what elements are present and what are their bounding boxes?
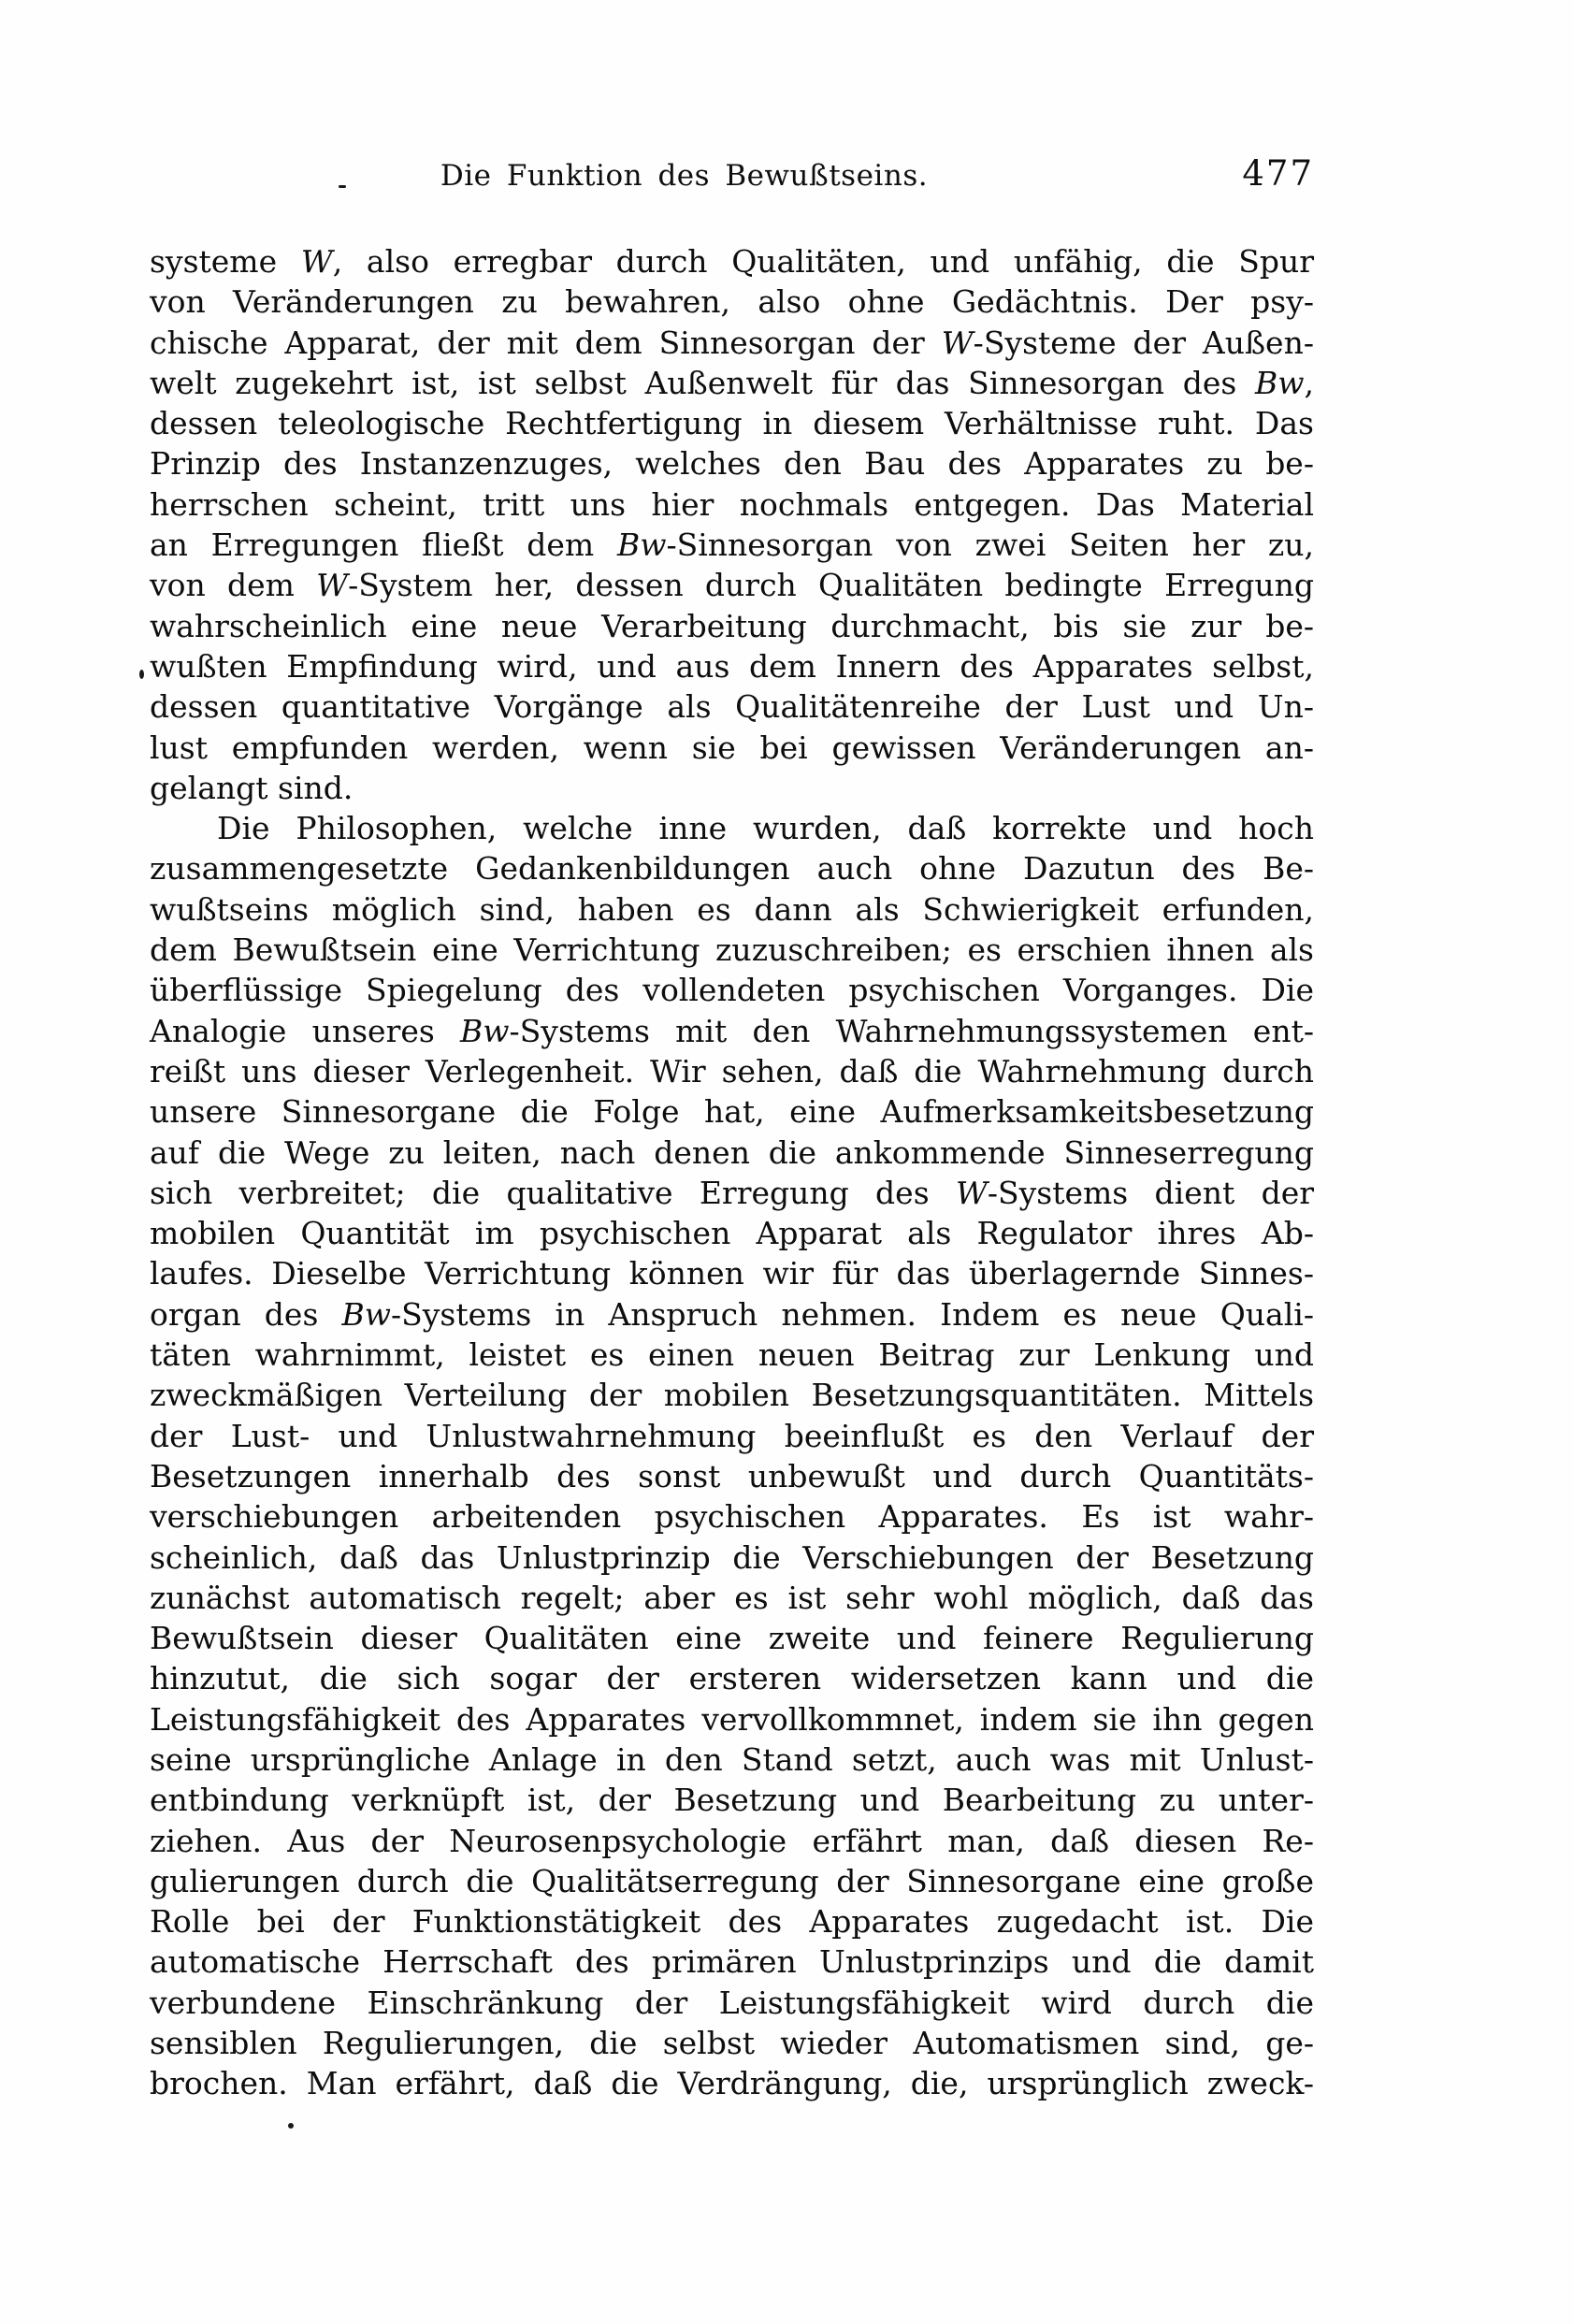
italic-term: Bw: [616, 527, 667, 564]
text-segment: dessen teleologische Rechtfertigung in diesem Verhältnisse ruht. Das: [150, 405, 1314, 442]
text-segment: automatische Herrschaft des primären Unlustprinzips und die damit: [150, 1943, 1314, 1981]
text-line: [150, 1537, 1314, 1578]
text-line: [150, 363, 1314, 403]
text-segment: Bewußtsein dieser Qualitäten eine zweite und feinere Regulierung: [150, 1620, 1314, 1657]
italic-term: W: [941, 324, 974, 361]
text-segment: an Erregungen fließt dem: [150, 527, 617, 564]
text-segment: -Sinnesorgan von zwei Seiten her zu,: [666, 527, 1314, 564]
page-body: [150, 241, 1314, 2104]
text-segment: laufes. Dieselbe Verrichtung können wir für das überlagernde Sinnes-: [150, 1255, 1314, 1292]
text-segment: wußten Empfindung wird, und aus dem Innern des Apparates selbst,: [150, 647, 1314, 685]
text-line: [150, 1658, 1314, 1698]
text-line: [150, 728, 1314, 768]
text-line: [150, 1416, 1314, 1456]
text-segment: seine ursprüngliche Anlage in den Stand setzt, auch was mit Unlust-: [150, 1740, 1314, 1778]
text-line: [150, 1456, 1314, 1496]
text-segment: täten wahrnimmt, leistet es einen neuen Beitrag zur Lenkung und: [150, 1336, 1314, 1374]
text-line: [150, 1739, 1314, 1780]
text-line: [150, 1901, 1314, 1941]
italic-term: Bw: [341, 1295, 392, 1333]
text-segment: lust empfunden werden, wenn sie bei gewissen Veränderungen an-: [150, 729, 1314, 766]
scan-artifact: [288, 2123, 294, 2129]
text-line: [150, 2063, 1314, 2103]
text-line: [150, 1335, 1314, 1375]
text-segment: ziehen. Aus der Neurosenpsychologie erfährt man, daß diesen Re-: [150, 1822, 1314, 1859]
text-segment: unsere Sinnesorgane die Folge hat, eine Aufmerksamkeitsbesetzung: [150, 1093, 1314, 1131]
text-line: [150, 1821, 1314, 1861]
text-line: [150, 889, 1314, 930]
text-line: [150, 403, 1314, 443]
italic-term: Bw: [460, 1012, 510, 1049]
text-segment: -Systems mit den Wahrnehmungssystemen ent-: [509, 1012, 1314, 1049]
italic-term: W: [300, 243, 333, 280]
text-segment: welt zugekehrt ist, ist selbst Außenwelt für das Sinnesorgan des: [150, 364, 1255, 401]
text-segment: -Systeme der Außen-: [973, 324, 1314, 361]
scan-artifact: [139, 670, 144, 679]
page-number: 477: [1242, 153, 1314, 194]
text-line: [150, 1496, 1314, 1537]
text-line: [150, 1941, 1314, 1982]
text-line: [150, 1983, 1314, 2023]
text-line: [150, 525, 1314, 565]
text-line: [150, 1578, 1314, 1618]
text-segment: chische Apparat, der mit dem Sinnesorgan der: [150, 324, 942, 361]
text-segment: herrschen scheint, tritt uns hier nochmals entgegen. Das Material: [150, 485, 1314, 523]
text-line: [150, 1699, 1314, 1739]
text-segment: entbindung verknüpft ist, der Besetzung und Bearbeitung zu unter-: [150, 1782, 1314, 1819]
text-line: [150, 768, 1314, 808]
text-segment: Die Philosophen, welche inne wurden, daß korrekte und hoch: [217, 810, 1314, 847]
text-segment: sensiblen Regulierungen, die selbst wieder Automatismen sind, ge-: [150, 2025, 1314, 2062]
text-line: [150, 606, 1314, 646]
text-line: [150, 1173, 1314, 1213]
italic-term: W: [316, 567, 349, 604]
text-segment: scheinlich, daß das Unlustprinzip die Verschiebungen der Besetzung: [150, 1538, 1314, 1576]
text-line: [150, 970, 1314, 1010]
text-segment: organ des: [150, 1295, 342, 1333]
text-segment: Leistungsfähigkeit des Apparates vervollkommnet, indem sie ihn gegen: [150, 1700, 1314, 1738]
running-title: Die Funktion des Bewußtseins.: [440, 159, 929, 193]
text-segment: gulierungen durch die Qualitätserregung der Sinnesorgane eine große: [150, 1862, 1314, 1899]
text-segment: mobilen Quantität im psychischen Apparat als Regulator ihres Ab-: [150, 1215, 1314, 1252]
text-segment: -Systems in Anspruch nehmen. Indem es neue Quali-: [391, 1295, 1314, 1333]
text-segment: hinzutut, die sich sogar der ersteren widersetzen kann und die: [150, 1660, 1314, 1697]
text-line: [150, 1375, 1314, 1415]
text-segment: gelangt sind.: [150, 769, 354, 806]
text-line: [150, 1618, 1314, 1658]
text-segment: reißt uns dieser Verlegenheit. Wir sehen, daß die Wahrnehmung durch: [150, 1052, 1314, 1090]
text-line: [150, 1861, 1314, 1901]
text-segment: zweckmäßigen Verteilung der mobilen Besetzungsquantitäten. Mittels: [150, 1377, 1314, 1414]
text-segment: zunächst automatisch regelt; aber es ist sehr wohl möglich, daß das: [150, 1579, 1314, 1616]
text-segment: wahrscheinlich eine neue Verarbeitung durchmacht, bis sie zur be-: [150, 607, 1314, 644]
text-segment: zusammengesetzte Gedankenbildungen auch ohne Dazutun des Be-: [150, 850, 1314, 888]
text-line: [150, 443, 1314, 484]
page-header: [150, 153, 1314, 202]
text-segment: -Systems dient der: [987, 1174, 1315, 1211]
text-segment: verschiebungen arbeitenden psychischen Apparates. Es ist wahr-: [150, 1498, 1314, 1536]
text-segment: , also erregbar durch Qualitäten, und unfähig, die Spur: [332, 243, 1314, 280]
text-line: [150, 241, 1314, 281]
text-line: [150, 848, 1314, 888]
text-segment: verbundene Einschränkung der Leistungsfähigkeit wird durch die: [150, 1984, 1314, 2021]
text-line: [150, 686, 1314, 727]
text-segment: Rolle bei der Funktionstätigkeit des Apparates zugedacht ist. Die: [150, 1903, 1314, 1941]
text-line: [150, 2023, 1314, 2063]
text-segment: der Lust- und Unlustwahrnehmung beeinflußt es den Verlauf der: [150, 1417, 1314, 1454]
text-segment: brochen. Man erfährt, daß die Verdrängung, die, ursprünglich zweck-: [150, 2065, 1314, 2102]
text-segment: Prinzip des Instanzenzuges, welches den Bau des Apparates zu be-: [150, 445, 1314, 483]
text-line: [150, 808, 1314, 848]
scan-artifact: [339, 185, 346, 188]
text-segment: wußtseins möglich sind, haben es dann als Schwierigkeit erfunden,: [150, 890, 1314, 928]
text-line: [150, 1051, 1314, 1091]
text-line: [150, 565, 1314, 605]
text-line: [150, 646, 1314, 686]
text-line: [150, 484, 1314, 525]
text-segment: systeme: [150, 243, 301, 280]
text-line: [150, 1091, 1314, 1132]
text-line: [150, 1294, 1314, 1335]
text-line: [150, 1011, 1314, 1051]
text-segment: -System her, dessen durch Qualitäten bedingte Erregung: [348, 567, 1314, 604]
text-line: [150, 323, 1314, 363]
text-segment: ,: [1304, 364, 1314, 401]
text-line: [150, 1253, 1314, 1293]
italic-term: Bw: [1255, 364, 1305, 401]
text-segment: von Veränderungen zu bewahren, also ohne Gedächtnis. Der psy-: [150, 283, 1314, 321]
text-segment: Besetzungen innerhalb des sonst unbewußt und durch Quantitäts-: [150, 1457, 1314, 1494]
text-segment: dessen quantitative Vorgänge als Qualitätenreihe der Lust und Un-: [150, 688, 1314, 726]
text-segment: sich verbreitet; die qualitative Erregung des: [150, 1174, 956, 1211]
text-line: [150, 1213, 1314, 1253]
text-segment: überflüssige Spiegelung des vollendeten psychischen Vorganges. Die: [150, 972, 1314, 1009]
text-line: [150, 281, 1314, 322]
text-segment: dem Bewußtsein eine Verrichtung zuzuschreiben; es erschien ihnen als: [150, 931, 1314, 969]
italic-term: W: [955, 1174, 988, 1211]
text-line: [150, 1133, 1314, 1173]
text-segment: von dem: [150, 567, 317, 604]
text-segment: Analogie unseres: [150, 1012, 461, 1049]
text-line: [150, 1780, 1314, 1820]
text-segment: auf die Wege zu leiten, nach denen die ankommende Sinneserregung: [150, 1133, 1314, 1171]
text-line: [150, 930, 1314, 970]
